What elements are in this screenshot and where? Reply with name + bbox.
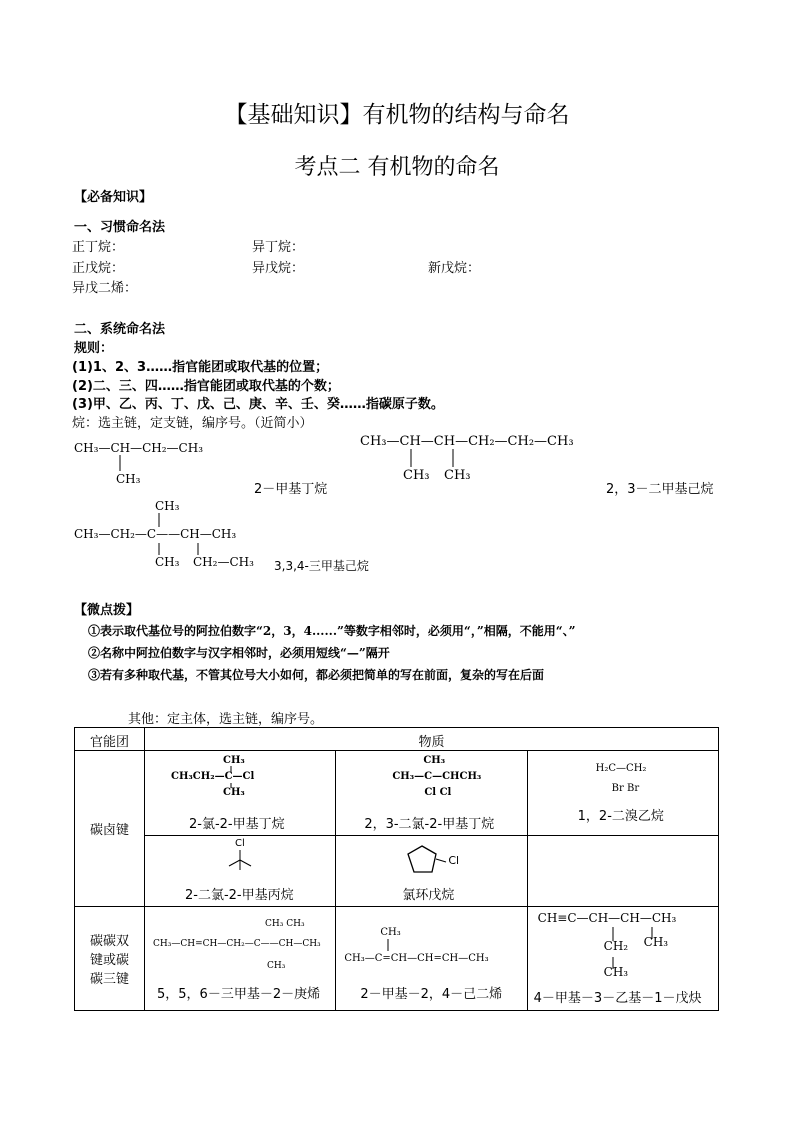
ex3-top: CH₃ (155, 499, 180, 513)
rule-2: (2)二、三、四……指官能团或取代基的个数； (72, 379, 340, 394)
cyclopentane-icon (406, 842, 476, 878)
ex3-main: CH₃—CH₂—C——CH—CH₃ (74, 527, 237, 541)
rule-1: (1)1、2、3……指官能团或取代基的位置； (72, 360, 329, 375)
tip-1: ①表示取代基位号的阿拉伯数字“2，3，4......”等数字相邻时，必须用“，”相隔，不能用“、” (88, 624, 576, 638)
cell-f7: CH₃ CH₃—C=CH—CH=CH—CH₃ 2－甲基－2，4－己二烯 (336, 907, 527, 1011)
tip-3: ③若有多种取代基，不管其位号大小如何，都必须把简单的写在前面，复杂的写在后面 (88, 668, 545, 682)
name-f1: 2-氯-2-甲基丁烷 (189, 817, 285, 832)
cell-f4: Cl 2-二氯-2-甲基丙烷 (145, 836, 336, 907)
ex2-name: 2，3－二甲基己烷 (606, 482, 714, 497)
tip-2: ②名称中阿拉伯数字与汉字相邻时，必须用短线“—”隔开 (88, 646, 390, 660)
ex2-sub1: CH₃ (403, 468, 430, 483)
cell-f6: CH₃ CH₃ CH₃—CH=CH—CH₂—C——CH—CH₃ CH₃ 5，5，6－三甲基－2－庚烯 (145, 907, 336, 1011)
cell-f8: CH≡C—CH—CH—CH₃ CH₂ CH₃ CH₃ 4－甲基－3－乙基－1－戊炔 (527, 907, 718, 1011)
name-f7: 2－甲基－2，4－己二烯 (360, 987, 503, 1002)
name-f8: 4－甲基－3－乙基－1－戊炔 (533, 991, 702, 1006)
ex3-bot2: CH₂—CH₃ (193, 555, 254, 569)
item-neopentane: 新戊烷： (428, 261, 481, 276)
ex1-formula-main: CH₃—CH—CH₂—CH₃ (74, 441, 204, 455)
header-group: 官能团 (75, 728, 145, 751)
other-rule: 其他：定主体，选主链，编序号。 (128, 712, 324, 727)
functional-group-table (74, 727, 719, 1011)
name-f5: 氯环戊烷 (402, 888, 455, 903)
rule-3: (3)甲、乙、丙、丁、戊、己、庚、辛、壬、癸……指碳原子数。 (72, 397, 444, 412)
item-n-butane: 正丁烷： (72, 240, 125, 255)
cell-f5: Cl 氯环戊烷 (336, 836, 527, 907)
alkane-rule: 烷：选主链，定支链，编序号。（近简小） (72, 416, 313, 431)
item-isoprene: 异戊二烯： (72, 281, 138, 296)
name-f6: 5，5，6－三甲基－2－庚烯 (157, 987, 321, 1002)
cell-empty (527, 836, 718, 907)
ex3-name: 3,3,4-三甲基己烷 (274, 559, 369, 573)
group-halide: 碳卤键 (75, 751, 145, 907)
cell-f3: H₂C—CH₂ Br Br 1，2-二溴乙烷 (527, 751, 718, 836)
rules-label: 规则： (74, 341, 114, 356)
tips-heading: 【微点拨】 (74, 603, 140, 618)
group-unsaturated: 碳碳双 键或碳 碳三键 (75, 907, 145, 1011)
ex2-bonds (408, 449, 468, 469)
section2-heading: 二、系统命名法 (74, 322, 166, 337)
cell-f2: CH₃ CH₃—C—CHCH₃ Cl Cl 2，3-二氯-2-甲基丁烷 (336, 751, 527, 836)
header-substance: 物质 (145, 728, 719, 751)
name-f2: 2，3-二氯-2-甲基丁烷 (364, 817, 495, 832)
item-isopentane: 异戊烷： (252, 261, 305, 276)
item-n-pentane: 正戊烷： (72, 261, 125, 276)
name-f3: 1，2-二溴乙烷 (577, 809, 664, 824)
item-isobutane: 异丁烷： (252, 240, 305, 255)
section-label-bibei: 【必备知识】 (74, 190, 153, 205)
ex3-bot1: CH₃ (155, 555, 180, 569)
ex2-sub2: CH₃ (444, 468, 471, 483)
page-subtitle: 考点二 有机物的命名 (294, 155, 500, 180)
ex1-formula-sub: CH₃ (116, 472, 141, 486)
cell-f1: CH₃ CH₃CH₂—C—Cl CH₃ 2-氯-2-甲基丁烷 (145, 751, 336, 836)
ex1-bond (118, 455, 122, 473)
section1-heading: 一、习惯命名法 (74, 220, 166, 235)
ex2-formula-main: CH₃—CH—CH—CH₂—CH₂—CH₃ (360, 434, 574, 449)
name-f4: 2-二氯-2-甲基丙烷 (185, 888, 294, 903)
ex1-name: 2－甲基丁烷 (254, 482, 328, 497)
page-title: 【基础知识】有机物的结构与命名 (224, 102, 570, 128)
